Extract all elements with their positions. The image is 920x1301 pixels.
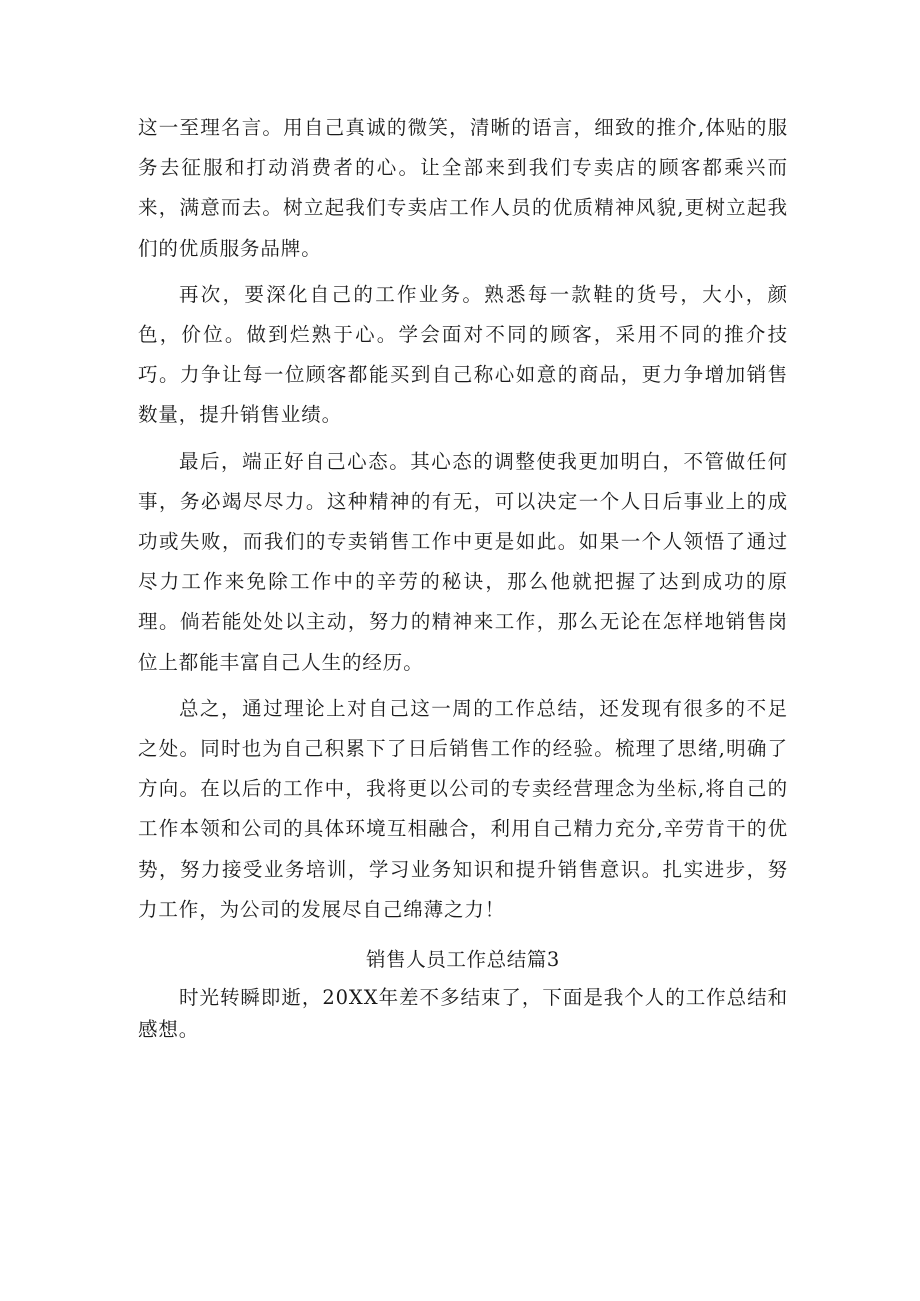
section-title: 销售人员工作总结篇3 <box>366 948 560 972</box>
document-page <box>138 108 788 1046</box>
paragraph-business: 再次，要深化自己的工作业务。熟悉每一款鞋的货号，大小，颜色，价位。做到烂熟于心。学会面对不同的顾客，采用不同的推介技巧。力争让每一位顾客都能买到自己称心如意的商品，更力争增加销售数量，提升销售业绩。 <box>138 282 788 427</box>
paragraph-intro: 时光转瞬即逝，20XX年差不多结束了，下面是我个人的工作总结和感想。 <box>138 986 788 1042</box>
paragraph-conclusion: 总之，通过理论上对自己这一周的工作总结，还发现有很多的不足之处。同时也为自己积累下了日后销售工作的经验。梳理了思绪,明确了方向。在以后的工作中，我将更以公司的专卖经营理念为坐标,将自己的工作本领和公司的具体环境互相融合，利用自己精力充分,辛劳肯干的优势，努力接受业务培训，学习业务知识和提升销售意识。扎实进步，努力工作，为公司的发展尽自己绵薄之力！ <box>138 696 788 921</box>
paragraph-attitude: 最后，端正好自己心态。其心态的调整使我更加明白，不管做任何事，务必竭尽尽力。这种精神的有无，可以决定一个人日后事业上的成功或失败，而我们的专卖销售工作中更是如此。如果一个人领悟了通过尽力工作来免除工作中的辛劳的秘诀，那么他就把握了达到成功的原理。倘若能处处以主动，努力的精神来工作，那么无论在怎样地销售岗位上都能丰富自己人生的经历。 <box>138 449 788 674</box>
paragraph-continuation: 这一至理名言。用自己真诚的微笑，清晰的语言，细致的推介,体贴的服务去征服和打动消费者的心。让全部来到我们专卖店的顾客都乘兴而来，满意而去。树立起我们专卖店工作人员的优质精神风貌,更树立起我们的优质服务品牌。 <box>138 116 788 260</box>
